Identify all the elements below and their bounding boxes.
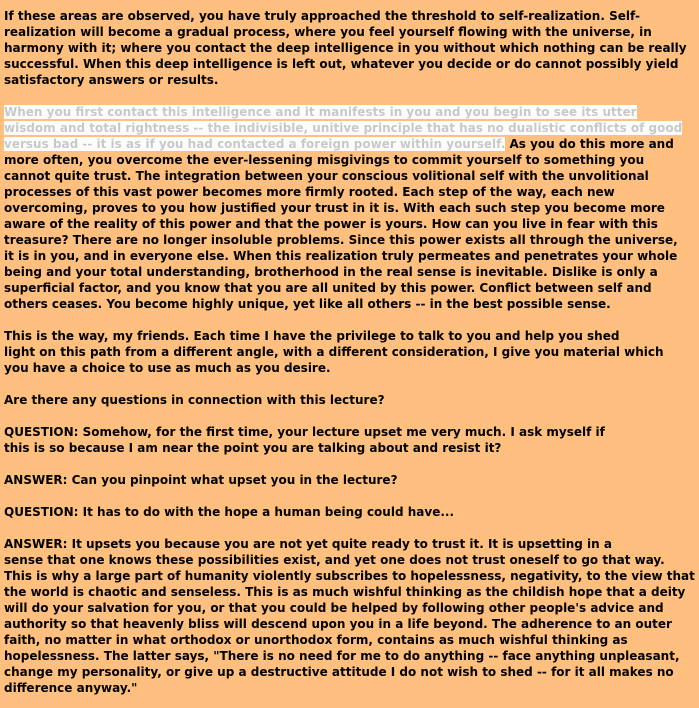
- answer-2: ANSWER: It upsets you because you are not yet quite ready to trust it. It is upsetting in a sense that one knows these possibilities exist, and yet one does not trust oneself to go that way. This is why a large part of humanity violently subscribes to hopelessness, negativity, to the view that the world is chaotic and senseless. This is as much wishful thinking as the childish hope that a deity will do your salvation for you, or that you could be helped by following other people's advice and authority so that heavenly bliss will descend upon you in a life beyond. The adherence to an outer faith, no matter in what orthodox or unorthodox form, contains as much wishful thinking as hopelessness. The latter says, "There is no need for me to do anything -- face anything unpleasant, change my personality, or give up a destructive attitude I do not wish to shed -- for it all makes no difference anyway.": [4, 537, 695, 695]
- answer-1: ANSWER: Can you pinpoint what upset you in the lecture?: [4, 473, 398, 487]
- paragraph-questions-prompt: Are there any questions in connection with this lecture?: [4, 393, 385, 407]
- paragraph-self-realization: If these areas are observed, you have truly approached the threshold to self-realization. Self- realization will become a gradual process, where you feel yourself flowing with the universe, in harmony with it; where you contact the deep intelligence in you without which nothing can be really successful. When this deep intelligence is left out, whatever you decide or do cannot possibly yield satisfactory answers or results.: [4, 9, 687, 87]
- paragraph-intelligence-rest: As you do this more and more often, you overcome the ever-lessening misgivings to commit yourself to something you cannot quite trust. The integration between your conscious volitional self with the unvolitional processes of this vast power becomes more firmly rooted. Each step of the way, each new overcoming, proves to you how justified your trust in it is. With each such step you become more aware of the reality of this power and that the power is yours. How can you live in fear with this treasure? There are no longer insoluble problems. Since this power exists all through the universe, it is in you, and in everyone else. When this realization truly permeates and penetrates your whole being and your total understanding, brotherhood in the real sense is inevitable. Dislike is only a superficial factor, and you know that you are all united by this power. Conflict between self and others ceases. You become highly unique, yet like all others -- in the best possible sense.: [4, 137, 678, 311]
- paragraph-intelligence: [4, 104, 699, 312]
- question-2: QUESTION: It has to do with the hope a human being could have...: [4, 505, 455, 519]
- paragraph-the-way: This is the way, my friends. Each time I have the privilege to talk to you and help you shed light on this path from a different angle, with a different consideration, I give you material which you have a choice to use as much as you desire.: [4, 329, 664, 375]
- selected-text-highlight[interactable]: When you first contact this intelligence and it manifests in you and you begin to see its utter wisdom and total rightness -- the indivisible, unitive principle that has no dualistic conflicts of good versus bad -- it is as if you had contacted a foreign power within yourself.: [4, 105, 683, 151]
- question-1: QUESTION: Somehow, for the first time, your lecture upset me very much. I ask myself if this is so because I am near the point you are talking about and resist it?: [4, 425, 605, 455]
